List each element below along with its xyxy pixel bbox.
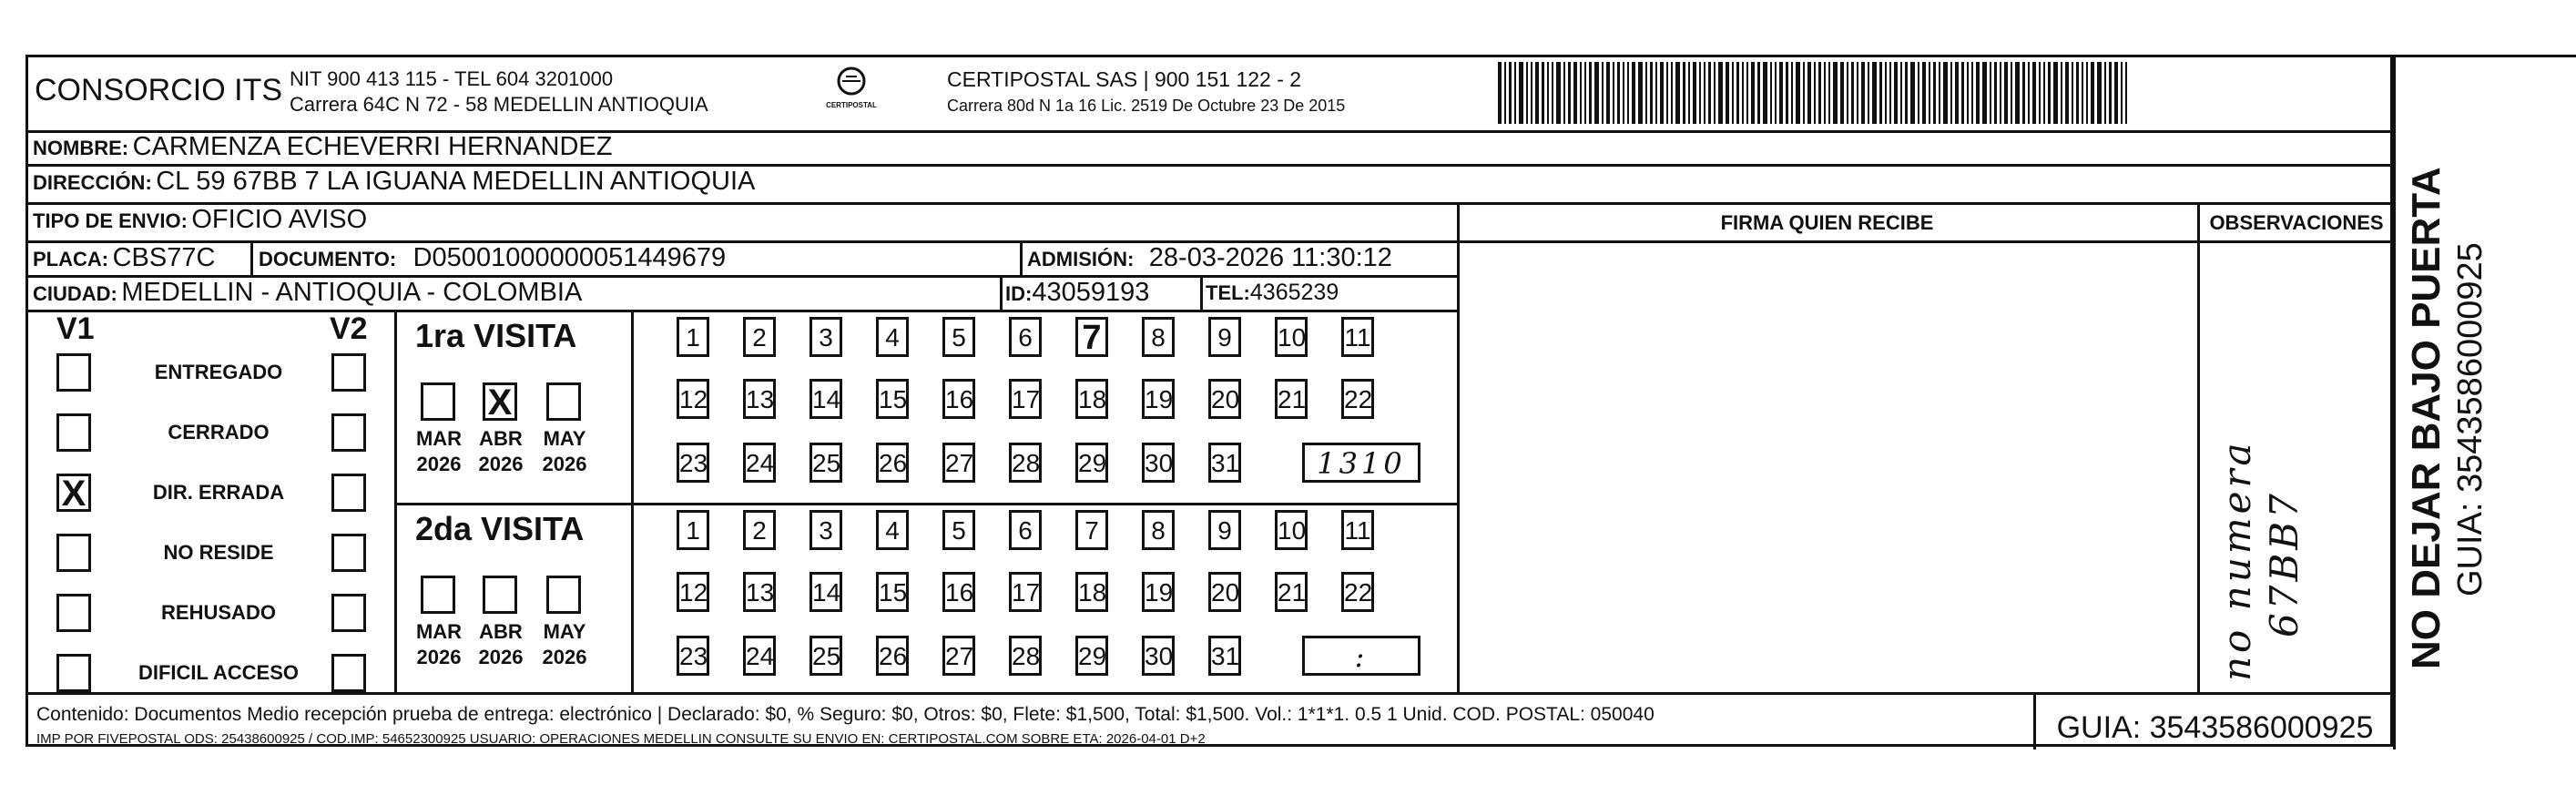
logo-icon xyxy=(833,66,870,97)
side-guia: GUIA: 3543586000925 xyxy=(2451,242,2489,596)
tel-value: 4365239 xyxy=(1249,280,1339,305)
barcode-bar xyxy=(1547,62,1549,124)
tipo-field xyxy=(33,205,367,235)
day-checkbox[interactable]: 4 xyxy=(876,317,909,357)
barcode-bar xyxy=(1718,62,1723,124)
barcode-bar xyxy=(1905,62,1908,124)
barcode-bar xyxy=(2109,62,2112,124)
day-checkbox[interactable]: 29 xyxy=(1075,443,1108,483)
visit-title: 2da VISITA xyxy=(415,510,585,547)
barcode-bar xyxy=(1751,62,1755,124)
day-checkbox[interactable]: 8 xyxy=(1142,510,1175,550)
barcode-bar xyxy=(1961,62,1964,124)
status-v2-checkbox[interactable] xyxy=(331,413,366,452)
day-checkbox[interactable]: 31 xyxy=(1208,443,1241,483)
barcode-bar xyxy=(1807,62,1811,124)
barcode-bar xyxy=(1746,62,1748,124)
placa-field xyxy=(33,243,215,273)
day-checkbox[interactable]: 7 xyxy=(1075,317,1108,357)
col-line xyxy=(631,310,634,695)
side-warning: NO DEJAR BAJO PUERTA xyxy=(2404,167,2449,669)
day-checkbox[interactable]: 2 xyxy=(743,317,776,357)
day-checkbox[interactable]: 24 xyxy=(743,443,776,483)
barcode-bar xyxy=(1779,62,1783,124)
day-checkbox[interactable]: 8 xyxy=(1142,317,1175,357)
side-divider xyxy=(2393,55,2396,749)
barcode-bar xyxy=(1994,62,1997,124)
barcode-bar xyxy=(1840,62,1844,124)
day-checkbox[interactable]: 25 xyxy=(809,636,842,676)
row-line xyxy=(25,692,2393,695)
barcode-bar xyxy=(1851,62,1854,124)
footer-line-1: Contenido: Documentos Medio recepción prueba de entrega: electrónico | Declarado: $0, % Seguro: $0, Otros: $0, Flete: $1,500, Total: $1,500. Vol.: 1*1*1. 0.5 1 Unid. COD. POSTAL: 050040 xyxy=(36,704,1655,725)
day-checkbox[interactable]: 4 xyxy=(876,510,909,550)
day-checkbox[interactable]: 30 xyxy=(1142,636,1175,676)
status-label: DIR. ERRADA xyxy=(152,481,285,504)
status-v2-checkbox[interactable] xyxy=(331,594,366,632)
direccion-value: CL 59 67BB 7 LA IGUANA MEDELLIN ANTIOQUIA xyxy=(156,167,756,196)
day-checkbox[interactable]: 18 xyxy=(1075,572,1108,612)
barcode-bar xyxy=(1688,62,1690,124)
barcode-bar xyxy=(1900,62,1902,124)
status-label: CERRADO xyxy=(168,421,270,443)
day-checkbox[interactable]: 11 xyxy=(1341,510,1374,550)
barcode-bar xyxy=(1982,62,1987,124)
status-label: REHUSADO xyxy=(161,601,276,624)
barcode-bar xyxy=(1868,62,1869,124)
barcode-bar xyxy=(1514,62,1516,124)
barcode-bar xyxy=(1594,62,1599,124)
col-line xyxy=(1457,202,1460,695)
barcode-bar xyxy=(1929,62,1930,124)
barcode-bar xyxy=(1847,62,1848,124)
side-top xyxy=(2393,55,2576,57)
handwritten-observation-1: no numera xyxy=(2215,439,2259,681)
year-label: 2026 xyxy=(478,453,524,475)
day-checkbox[interactable]: 21 xyxy=(1275,572,1308,612)
barcode-bar xyxy=(1872,62,1877,124)
barcode-bar xyxy=(1796,62,1800,124)
day-checkbox[interactable]: 16 xyxy=(942,379,975,419)
status-v2-checkbox[interactable] xyxy=(331,474,366,512)
barcode-bar xyxy=(1885,62,1887,124)
barcode-bar xyxy=(2053,62,2058,124)
day-checkbox[interactable]: 3 xyxy=(809,510,842,550)
barcode-bar xyxy=(1584,62,1586,124)
barcode-bar xyxy=(2032,62,2036,124)
day-checkbox[interactable]: 14 xyxy=(809,572,842,612)
time-field[interactable]: : xyxy=(1302,636,1420,676)
barcode-bar xyxy=(1894,62,1898,124)
barcode-bar xyxy=(1504,62,1506,124)
day-checkbox[interactable]: 16 xyxy=(942,572,975,612)
status-label: ENTREGADO xyxy=(154,361,283,383)
barcode-bar xyxy=(1708,62,1711,124)
row-line xyxy=(25,310,1460,312)
barcode-bar xyxy=(1535,62,1539,124)
barcode-bar xyxy=(2043,62,2045,124)
barcode-bar xyxy=(1791,62,1793,124)
day-checkbox[interactable]: 25 xyxy=(809,443,842,483)
barcode-bar xyxy=(1617,62,1620,124)
tipo-value: OFICIO AVISO xyxy=(191,205,368,234)
placa-value: CBS77C xyxy=(112,243,216,272)
barcode-bar xyxy=(1519,62,1523,124)
month-label: MAR xyxy=(415,427,463,450)
barcode-bar xyxy=(1833,62,1838,124)
barcode-bar xyxy=(2082,62,2083,124)
barcode-bar xyxy=(1602,62,1604,124)
barcode-bar xyxy=(1976,62,1980,124)
day-checkbox[interactable]: 6 xyxy=(1009,317,1042,357)
month-label: MAY xyxy=(543,620,586,643)
day-checkbox[interactable]: 11 xyxy=(1341,317,1374,357)
status-label: DIFICIL ACCESO xyxy=(137,661,299,684)
status-v1-checkbox[interactable]: X xyxy=(56,474,91,512)
barcode-bar xyxy=(1732,62,1734,124)
col-line xyxy=(250,240,253,275)
day-checkbox[interactable]: 26 xyxy=(876,443,909,483)
barcode-bar xyxy=(1699,62,1701,124)
day-checkbox[interactable]: 19 xyxy=(1142,379,1175,419)
barcode-bar xyxy=(1714,62,1716,124)
barcode-bar xyxy=(1786,62,1788,124)
barcode-bar xyxy=(1660,62,1664,124)
day-checkbox[interactable]: 5 xyxy=(942,317,975,357)
barcode-bar xyxy=(1889,62,1891,124)
barcode-bar xyxy=(1563,62,1565,124)
barcode-bar xyxy=(1683,62,1685,124)
admision-value: 28-03-2026 11:30:12 xyxy=(1148,243,1392,272)
barcode-bar xyxy=(1573,62,1577,124)
ciudad-label: CIUDAD: xyxy=(33,282,117,305)
documento-value: D05001000000051449679 xyxy=(412,243,727,272)
barcode-bar xyxy=(2039,62,2041,124)
barcode-bar xyxy=(1580,62,1582,124)
barcode-bar xyxy=(2076,62,2079,124)
barcode-bar xyxy=(1726,62,1729,124)
barcode-bar xyxy=(1632,62,1635,124)
status-v1-checkbox[interactable] xyxy=(56,654,91,692)
barcode-bar xyxy=(1736,62,1739,124)
nombre-field xyxy=(33,132,612,162)
day-checkbox[interactable]: 20 xyxy=(1208,572,1241,612)
barcode-bar xyxy=(1918,62,1919,124)
barcode-bar xyxy=(2011,62,2012,124)
status-label: NO RESIDE xyxy=(163,541,274,564)
day-checkbox[interactable]: 23 xyxy=(677,443,709,483)
footer-line-2: IMP POR FIVEPOSTAL ODS: 25438600925 / COD.IMP: 54652300925 USUARIO: OPERACIONES MEDELLIN CONSULTE SU ENVIO EN: CERTIPOSTAL.COM SOBRE ETA: 2026-04-01 D+2 xyxy=(36,731,1206,747)
observaciones-label: OBSERVACIONES xyxy=(2209,211,2384,234)
day-checkbox[interactable]: 31 xyxy=(1208,636,1241,676)
day-checkbox[interactable]: 12 xyxy=(677,379,709,419)
admision-field xyxy=(1027,243,1392,273)
logo-text: CERTIPOSTAL xyxy=(826,101,877,109)
nombre-label: NOMBRE: xyxy=(33,137,129,159)
day-checkbox[interactable]: 21 xyxy=(1275,379,1308,419)
v2-label: V2 xyxy=(330,311,368,346)
barcode-bar xyxy=(1613,62,1614,124)
barcode-bar xyxy=(1568,62,1571,124)
barcode-bar xyxy=(1828,62,1830,124)
barcode-bar xyxy=(2022,62,2025,124)
barcode-bar xyxy=(1531,62,1532,124)
barcode-bar xyxy=(1645,62,1647,124)
day-checkbox[interactable]: 9 xyxy=(1208,317,1241,357)
footer-guia: GUIA: 3543586000925 xyxy=(2056,710,2374,745)
day-checkbox[interactable]: 28 xyxy=(1009,443,1042,483)
day-checkbox[interactable]: 18 xyxy=(1075,379,1108,419)
row-line xyxy=(394,503,1460,505)
barcode-bar xyxy=(1922,62,1926,124)
day-checkbox[interactable]: 1 xyxy=(677,510,709,550)
barcode-bar xyxy=(2004,62,2008,124)
day-checkbox[interactable]: 17 xyxy=(1009,379,1042,419)
barcode-bar xyxy=(1704,62,1705,124)
day-checkbox[interactable]: 26 xyxy=(876,636,909,676)
day-checkbox[interactable]: 13 xyxy=(743,379,776,419)
id-value: 43059193 xyxy=(1032,278,1150,307)
barcode-bar xyxy=(1824,62,1826,124)
year-label: 2026 xyxy=(478,646,524,668)
month-checkbox[interactable] xyxy=(483,576,517,614)
barcode-bar xyxy=(1693,62,1696,124)
status-v1-checkbox[interactable] xyxy=(56,534,91,572)
documento-label: DOCUMENTO: xyxy=(259,248,397,270)
col-line xyxy=(1020,240,1023,275)
barcode-bar xyxy=(1675,62,1680,124)
day-checkbox[interactable]: 28 xyxy=(1009,636,1042,676)
barcode-bar xyxy=(1861,62,1865,124)
tel-field xyxy=(1206,280,1339,306)
day-checkbox[interactable]: 3 xyxy=(809,317,842,357)
barcode-bar xyxy=(1498,62,1502,124)
company-line-2: Carrera 64C N 72 - 58 MEDELLIN ANTIOQUIA xyxy=(290,93,708,116)
status-v1-checkbox[interactable] xyxy=(56,353,91,392)
day-checkbox[interactable]: 1 xyxy=(677,317,709,357)
day-checkbox[interactable]: 5 xyxy=(942,510,975,550)
day-checkbox[interactable]: 10 xyxy=(1275,510,1308,550)
day-checkbox[interactable]: 13 xyxy=(743,572,776,612)
day-checkbox[interactable]: 24 xyxy=(743,636,776,676)
barcode-bar xyxy=(1650,62,1653,124)
day-checkbox[interactable]: 22 xyxy=(1341,572,1374,612)
barcode-bar xyxy=(2048,62,2051,124)
barcode-bar xyxy=(1606,62,1610,124)
barcode-bar xyxy=(1971,62,1973,124)
barcode-bar xyxy=(1814,62,1816,124)
row-line xyxy=(25,202,2393,205)
barcode-bar xyxy=(1556,62,1561,124)
status-v2-checkbox[interactable] xyxy=(331,353,366,392)
barcode-bar xyxy=(1542,62,1544,124)
v1-label: V1 xyxy=(56,311,95,346)
direccion-label: DIRECCIÓN: xyxy=(33,171,152,194)
barcode-bar xyxy=(2104,62,2106,124)
month-label: MAY xyxy=(543,427,586,450)
day-checkbox[interactable]: 14 xyxy=(809,379,842,419)
day-checkbox[interactable]: 30 xyxy=(1142,443,1175,483)
direccion-field xyxy=(33,167,755,197)
month-label: ABR xyxy=(479,427,523,450)
company-line-1: NIT 900 413 115 - TEL 604 3201000 xyxy=(290,67,614,90)
month-label: ABR xyxy=(479,620,523,643)
day-checkbox[interactable]: 27 xyxy=(942,636,975,676)
day-checkbox[interactable]: 19 xyxy=(1142,572,1175,612)
barcode-bar xyxy=(1803,62,1805,124)
admision-label: ADMISIÓN: xyxy=(1027,248,1135,270)
year-label: 2026 xyxy=(416,453,462,475)
ciudad-field xyxy=(33,278,582,308)
day-checkbox[interactable]: 27 xyxy=(942,443,975,483)
barcode-bar xyxy=(2061,62,2062,124)
day-checkbox[interactable]: 20 xyxy=(1208,379,1241,419)
barcode-bar xyxy=(1933,62,1936,124)
col-line xyxy=(1000,275,1003,310)
barcode xyxy=(1498,62,2226,124)
day-checkbox[interactable]: 12 xyxy=(677,572,709,612)
month-checkbox[interactable] xyxy=(546,382,581,421)
status-v1-checkbox[interactable] xyxy=(56,413,91,452)
barcode-bar xyxy=(1671,62,1673,124)
col-line xyxy=(2197,202,2200,695)
barcode-bar xyxy=(1623,62,1624,124)
barcode-bar xyxy=(1509,62,1512,124)
barcode-bar xyxy=(1770,62,1772,124)
status-v2-checkbox[interactable] xyxy=(331,654,366,692)
barcode-bar xyxy=(1742,62,1744,124)
barcode-bar xyxy=(1666,62,1668,124)
barcode-bar xyxy=(2121,62,2123,124)
barcode-bar xyxy=(1910,62,1915,124)
barcode-bar xyxy=(2072,62,2073,124)
barcode-bar xyxy=(1757,62,1760,124)
status-v2-checkbox[interactable] xyxy=(331,534,366,572)
col-line xyxy=(1200,275,1203,310)
year-label: 2026 xyxy=(542,646,587,668)
barcode-bar xyxy=(1818,62,1821,124)
barcode-bar xyxy=(1879,62,1882,124)
firma-label: FIRMA QUIEN RECIBE xyxy=(1720,211,1934,234)
id-label: ID: xyxy=(1005,282,1033,305)
placa-label: PLACA: xyxy=(33,248,109,270)
day-checkbox[interactable]: 15 xyxy=(876,572,909,612)
status-v1-checkbox[interactable] xyxy=(56,594,91,632)
day-checkbox[interactable]: 15 xyxy=(876,379,909,419)
year-label: 2026 xyxy=(542,453,587,475)
day-checkbox[interactable]: 9 xyxy=(1208,510,1241,550)
month-label: MAR xyxy=(415,620,463,643)
nombre-value: CARMENZA ECHEVERRI HERNANDEZ xyxy=(132,132,613,161)
day-checkbox[interactable]: 22 xyxy=(1341,379,1374,419)
company-name: CONSORCIO ITS xyxy=(35,73,283,107)
barcode-bar xyxy=(2091,62,2094,124)
id-field xyxy=(1005,278,1149,308)
barcode-bar xyxy=(1943,62,1948,124)
month-checkbox[interactable]: X xyxy=(483,382,517,421)
tipo-label: TIPO DE ENVIO: xyxy=(33,209,188,232)
barcode-bar xyxy=(1967,62,1969,124)
barcode-bar xyxy=(2065,62,2069,124)
day-checkbox[interactable]: 6 xyxy=(1009,510,1042,550)
barcode-bar xyxy=(2028,62,2030,124)
month-checkbox[interactable] xyxy=(421,576,455,614)
tel-label: TEL: xyxy=(1206,281,1250,304)
barcode-bar xyxy=(1955,62,1959,124)
barcode-bar xyxy=(1939,62,1940,124)
day-checkbox[interactable]: 23 xyxy=(677,636,709,676)
barcode-bar xyxy=(1552,62,1553,124)
visit-title: 1ra VISITA xyxy=(415,317,577,354)
barcode-bar xyxy=(2086,62,2088,124)
ciudad-value: MEDELLIN - ANTIOQUIA - COLOMBIA xyxy=(121,278,583,307)
barcode-bar xyxy=(1589,62,1592,124)
barcode-bar xyxy=(2114,62,2118,124)
barcode-bar xyxy=(2125,62,2127,124)
year-label: 2026 xyxy=(416,646,462,668)
barcode-bar xyxy=(1627,62,1629,124)
day-checkbox[interactable]: 7 xyxy=(1075,510,1108,550)
barcode-bar xyxy=(2000,62,2001,124)
time-field[interactable]: 1310 xyxy=(1302,443,1420,483)
carrier-line-2: Carrera 80d N 1a 16 Lic. 2519 De Octubre 23 De 2015 xyxy=(947,97,1346,115)
day-checkbox[interactable]: 10 xyxy=(1275,317,1308,357)
day-checkbox[interactable]: 17 xyxy=(1009,572,1042,612)
day-checkbox[interactable]: 2 xyxy=(743,510,776,550)
col-line xyxy=(394,310,397,695)
barcode-bar xyxy=(1655,62,1657,124)
carrier-line-1: CERTIPOSTAL SAS | 900 151 122 - 2 xyxy=(947,67,1302,91)
certipostal-logo xyxy=(820,66,883,117)
barcode-bar xyxy=(1950,62,1952,124)
barcode-bar xyxy=(1638,62,1643,124)
day-checkbox[interactable]: 29 xyxy=(1075,636,1108,676)
barcode-bar xyxy=(1857,62,1858,124)
documento-field xyxy=(259,243,726,273)
barcode-bar xyxy=(1775,62,1777,124)
barcode-bar xyxy=(2015,62,2020,124)
month-checkbox[interactable] xyxy=(546,576,581,614)
handwritten-observation-2: 67BB7 xyxy=(2262,490,2306,637)
barcode-bar xyxy=(1763,62,1767,124)
barcode-bar xyxy=(1990,62,1991,124)
barcode-bar xyxy=(1526,62,1528,124)
barcode-bar xyxy=(2097,62,2102,124)
col-line xyxy=(2033,692,2036,749)
month-checkbox[interactable] xyxy=(421,382,455,421)
